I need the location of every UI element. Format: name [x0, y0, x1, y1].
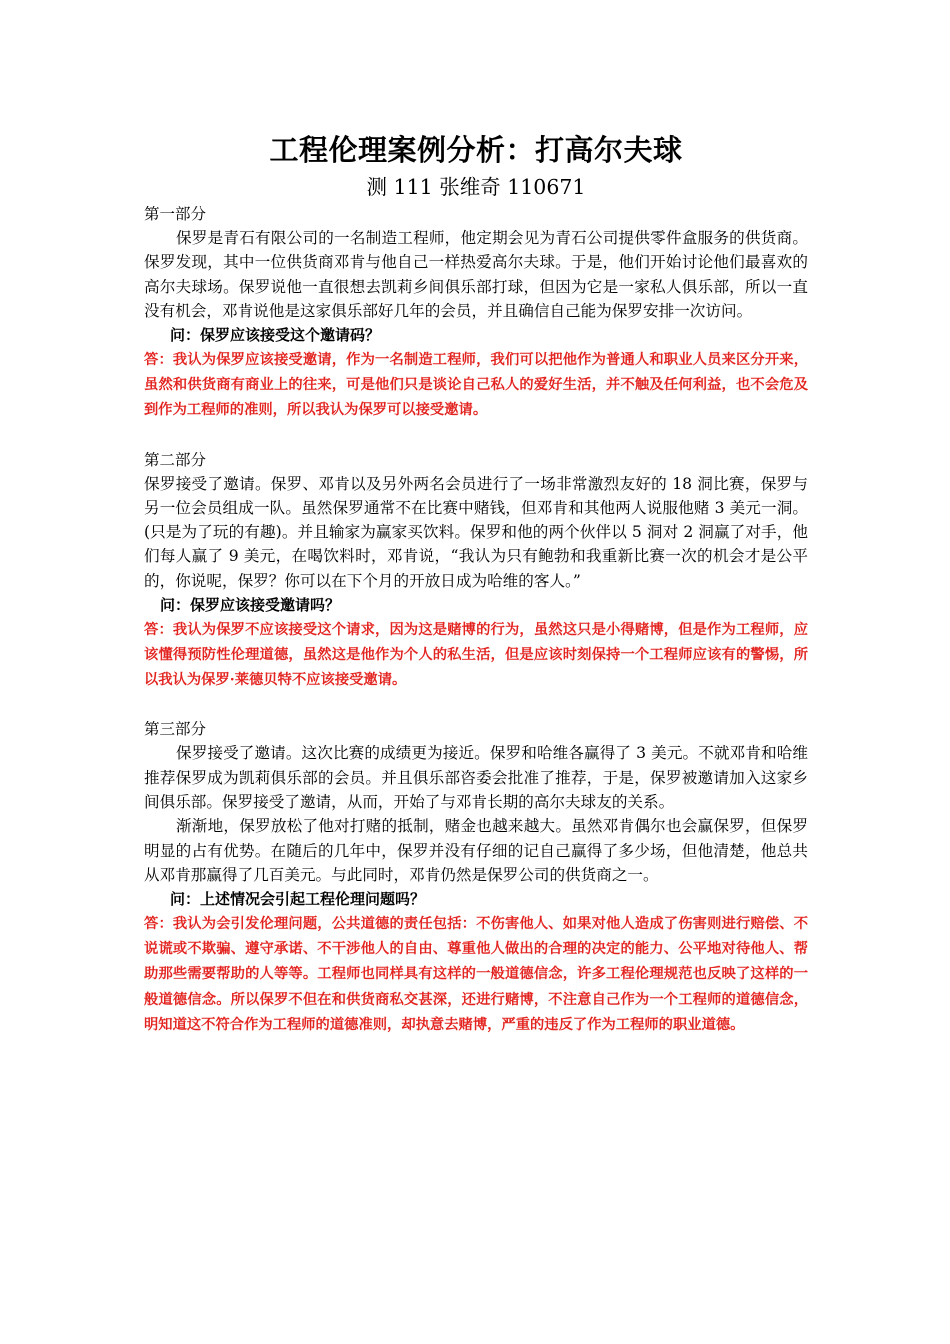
part-one-answer: 答：我认为保罗应该接受邀请，作为一名制造工程师，我们可以把他作为普通人和职业人员来区分开来，虽然和供货商有商业上的往来，可是他们只是谈论自己私人的爱好生活，并不触及任何利益，也不会危及到作为工程师的准则，所以我认为保罗可以接受邀请。 — [144, 351, 808, 419]
section-spacer — [144, 693, 808, 717]
part-three — [144, 717, 808, 1038]
document-page — [144, 128, 808, 1038]
part-one-heading: 第一部分 — [144, 205, 207, 223]
part-two-answer: 答：我认为保罗不应该接受这个请求，因为这是赌博的行为，虽然这只是小得赌博，但是作为工程师，应该懂得预防性伦理道德，虽然这是他作为个人的私生活，但是应该时刻保持一个工程师应该有的警惕，所以我认为保罗·莱德贝特不应该接受邀请。 — [144, 621, 808, 689]
part-two-question: 问：保罗应该接受邀请吗？ — [160, 596, 341, 615]
part-one — [144, 202, 808, 424]
part-three-paragraph-1: 保罗接受了邀请。这次比赛的成绩更为接近。保罗和哈维各赢得了 3 美元。不就邓肯和哈维推荐保罗成为凯莉俱乐部的会员。并且俱乐部咨委会批准了推荐，于是，保罗被邀请加入这家乡间俱乐部。保罗接受了邀请，从而，开始了与邓肯长期的高尔夫球友的关系。 — [144, 744, 808, 812]
part-three-heading: 第三部分 — [144, 720, 207, 739]
part-three-question: 问：上述情况会引起工程伦理问题吗？ — [170, 890, 426, 909]
part-two-paragraph: 保罗接受了邀请。保罗、邓肯以及另外两名会员进行了一场非常激烈友好的 18 洞比赛，保罗与另一位会员组成一队。虽然保罗通常不在比赛中赌钱，但邓肯和其他两人说服他赌 3 美元一洞。(只是为了玩的有趣)。并且输家为赢家买饮料。保罗和他的两个伙伴以 5 洞对 2 洞赢了对手，他们每人赢了 9 美元，在喝饮料时，邓肯说，“我认为只有鲍勃和我重新比赛一次的机会才是公平的，你说呢，保罗？你可以在下个月的开放日成为哈维的客人。” — [144, 474, 808, 590]
document-subtitle: 测 111 张维奇 110671 — [366, 175, 586, 199]
part-one-question: 问：保罗应该接受这个邀请码？ — [170, 326, 381, 345]
section-spacer — [144, 424, 808, 448]
part-three-paragraph-2: 渐渐地，保罗放松了他对打赌的抵制，赌金也越来越大。虽然邓肯偶尔也会赢保罗，但保罗明显的占有优势。在随后的几年中，保罗并没有仔细的记自己赢得了多少场，但他清楚，他总共从邓肯那赢得了几百美元。与此同时，邓肯仍然是保罗公司的供货商之一。 — [144, 817, 808, 884]
document-title: 工程伦理案例分析：打高尔夫球 — [269, 133, 683, 167]
part-one-paragraph: 保罗是青石有限公司的一名制造工程师，他定期会见为青石公司提供零件盒服务的供货商。保罗发现，其中一位供货商邓肯与他自己一样热爱高尔夫球。于是，他们开始讨论他们最喜欢的高尔夫球场。保罗说他一直很想去凯莉乡间俱乐部打球，但因为它是一家私人俱乐部，所以一直没有机会，邓肯说他是这家俱乐部好几年的会员，并且确信自己能为保罗安排一次访问。 — [144, 229, 808, 320]
part-two-heading: 第二部分 — [144, 450, 207, 469]
part-two — [144, 448, 808, 694]
part-three-answer: 答：我认为会引发伦理问题，公共道德的责任包括：不伤害他人、如果对他人造成了伤害则进行赔偿、不说谎或不欺骗、遵守承诺、不干涉他人的自由、尊重他人做出的合理的决定的能力、公平地对待他人、帮助那些需要帮助的人等等。工程师也同样具有这样的一般道德信念，许多工程伦理规范也反映了这样的一般道德信念。所以保罗不但在和供货商私交甚深，还进行赌博，不注意自己作为一个工程师的道德信念，明知道这不符合作为工程师的道德准则，却执意去赌博，严重的违反了作为工程师的职业道德。 — [144, 915, 808, 1033]
